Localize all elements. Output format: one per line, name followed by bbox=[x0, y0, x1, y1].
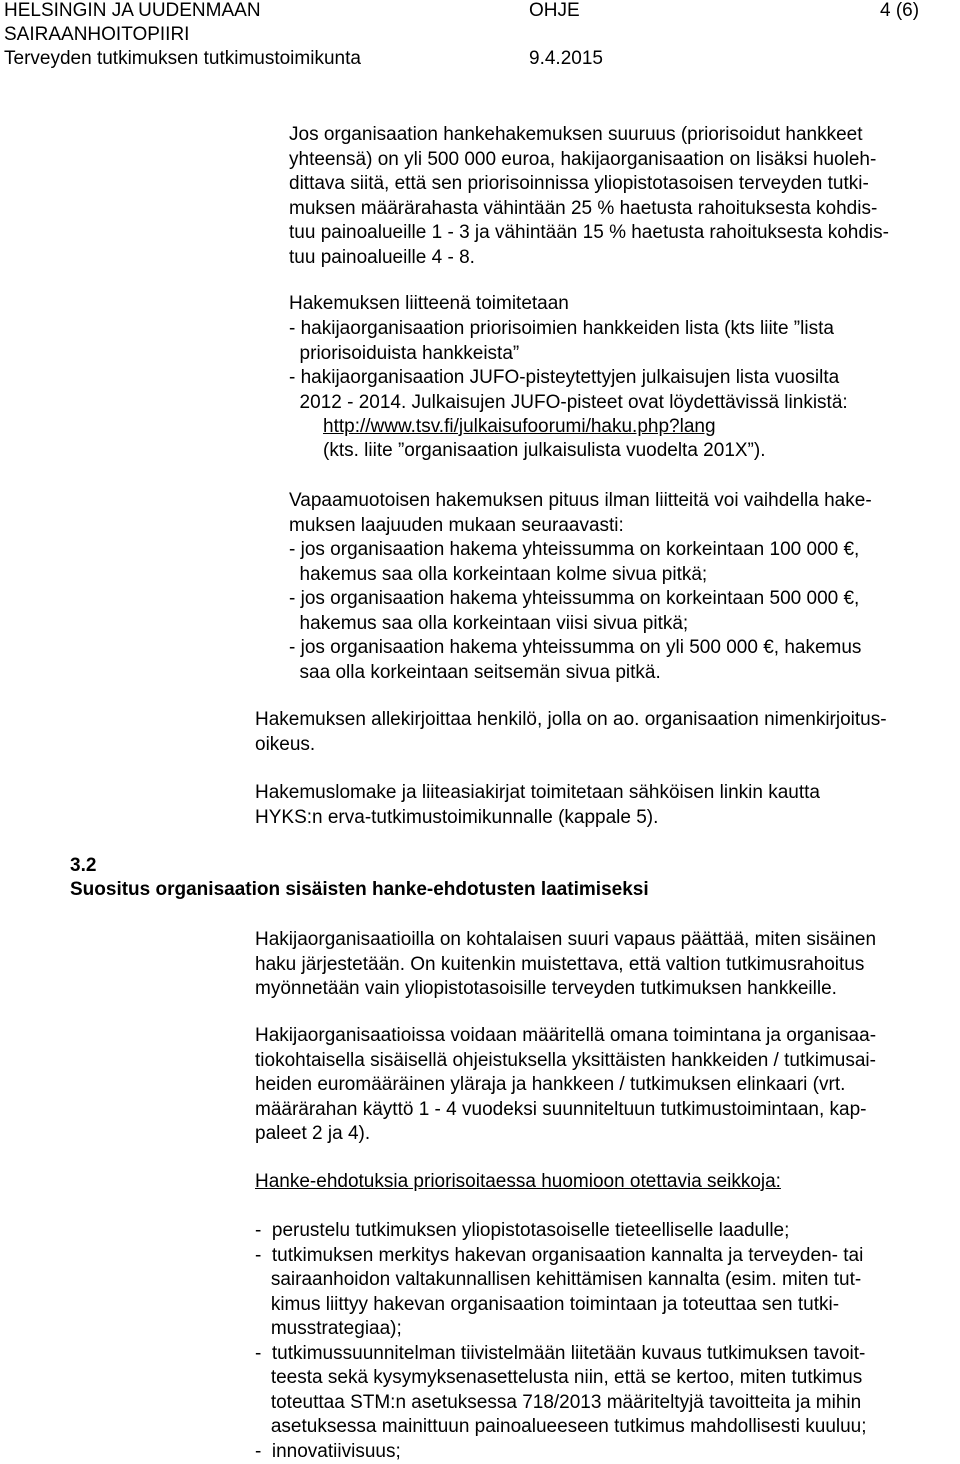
document-type: OHJE bbox=[529, 0, 580, 21]
paragraph-application-length: Vapaamuotoisen hakemuksen pituus ilman liitteitä voi vaihdella hake- muksen laajuuden mukaan seuraavasti: - jos organisaation hakema yhteissumma on korkeintaan 100 000 €, hakemus saa olla korkeintaan kolme sivua pitkä; - jos organisaation hakema yhteissumma on korkeintaan 500 000 €, hakemus saa olla korkeintaan viisi sivua pitkä; - jos organisaation hakema yhteissumma on yli 500 000 €, hakemus saa olla korkeintaan seitsemän sivua pitkä. bbox=[289, 490, 872, 683]
criteria-list: - perustelu tutkimuksen yliopistotasoiselle tieteelliselle laadulle; - tutkimuksen merkitys hakevan organisaation kannalta ja terveyden- tai sairaanhoidon valtakunnallisen kehittämisen kannalta (esim. miten tut- kimus liittyy hakevan organisaation toimintaan ja toteuttaa sen tutki- musstrategiaa); - tutkimussuunnitelman tiivistelmään liitetään kuvaus tutkimuksen tavoit- teesta sekä kysymyksenasettelusta niin, että se kertoo, miten tutkimus toteuttaa STM:n asetuksessa 718/2013 määriteltyjä tavoitteita ja mihin asetuksessa mainittuun painoalueeseen tutkimus mahdollisesti kuuluu; - innovatiivisuus; bbox=[255, 1220, 867, 1462]
attachments-intro: Hakemuksen liitteenä toimitetaan bbox=[289, 293, 569, 314]
attachment-item-jufo-list: - hakijaorganisaation JUFO-pisteytettyjen julkaisujen lista vuosilta 2012 - 2014. Julkaisujen JUFO-pisteet ovat löydettävissä linkistä: bbox=[289, 367, 848, 413]
paragraph-budget-condition: Jos organisaation hankehakemuksen suuruus (priorisoidut hankkeet yhteensä) on yli 500 000 euroa, hakijaorganisaation on lisäksi huoleh- dittava siitä, että sen priorisoinnissa yliopistotasoisen terveyden tutki- muksen määrärahasta vähintään 25 % haetusta rahoituksesta kohdis- tuu painoalueille 1 - 3 ja vähintään 15 % haetusta rahoituksesta kohdis- tuu painoalueille 4 - 8. bbox=[289, 124, 889, 268]
org-name-line2: SAIRAANHOITOPIIRI bbox=[4, 24, 190, 45]
page-number: 4 (6) bbox=[880, 0, 920, 21]
document-date: 9.4.2015 bbox=[529, 48, 603, 69]
committee-name: Terveyden tutkimuksen tutkimustoimikunta bbox=[4, 48, 361, 69]
org-name-line1: HELSINGIN JA UUDENMAAN bbox=[4, 0, 261, 21]
paragraph-funding-ceiling: Hakijaorganisaatioissa voidaan määritellä omana toimintana ja organisaa- tiokohtaisella sisäisellä ohjeistuksella yksittäisten hankkeiden / tutkimusai- heiden euromääräinen yläraja ja hankkeen / tutkimuksen elinkaari (vrt. määrärahan käyttö 1 - 4 vuodeksi suunniteltuun tutkimustoimintaan, kap- paleet 2 ja 4). bbox=[255, 1025, 877, 1144]
section-title: Suositus organisaation sisäisten hanke-ehdotusten laatimiseksi bbox=[70, 879, 649, 900]
criteria-heading: Hanke-ehdotuksia priorisoitaessa huomioon otettavia seikkoja: bbox=[255, 1171, 781, 1192]
attachment-item-jufo-reference: (kts. liite ”organisaation julkaisulista vuodelta 201X”). bbox=[323, 440, 766, 461]
section-number: 3.2 bbox=[70, 855, 97, 876]
paragraph-internal-call-freedom: Hakijaorganisaatioilla on kohtalaisen suuri vapaus päättää, miten sisäinen haku järjestetään. On kuitenkin muistettava, että valtion tutkimusrahoitus myönnetään vain yliopistotasoisille terveyden tutkimuksen hankkeille. bbox=[255, 929, 877, 999]
jufo-link[interactable]: http://www.tsv.fi/julkaisufoorumi/haku.php?lang bbox=[323, 416, 716, 437]
paragraph-signature: Hakemuksen allekirjoittaa henkilö, jolla on ao. organisaation nimenkirjoitus- oikeus. bbox=[255, 709, 887, 755]
paragraph-submission: Hakemuslomake ja liiteasiakirjat toimitetaan sähköisen linkin kautta HYKS:n erva-tutkimustoimikunnalle (kappale 5). bbox=[255, 782, 820, 828]
attachment-item-priority-list: - hakijaorganisaation priorisoimien hankkeiden lista (kts liite ”lista priorisoiduista hankkeista” bbox=[289, 318, 834, 364]
